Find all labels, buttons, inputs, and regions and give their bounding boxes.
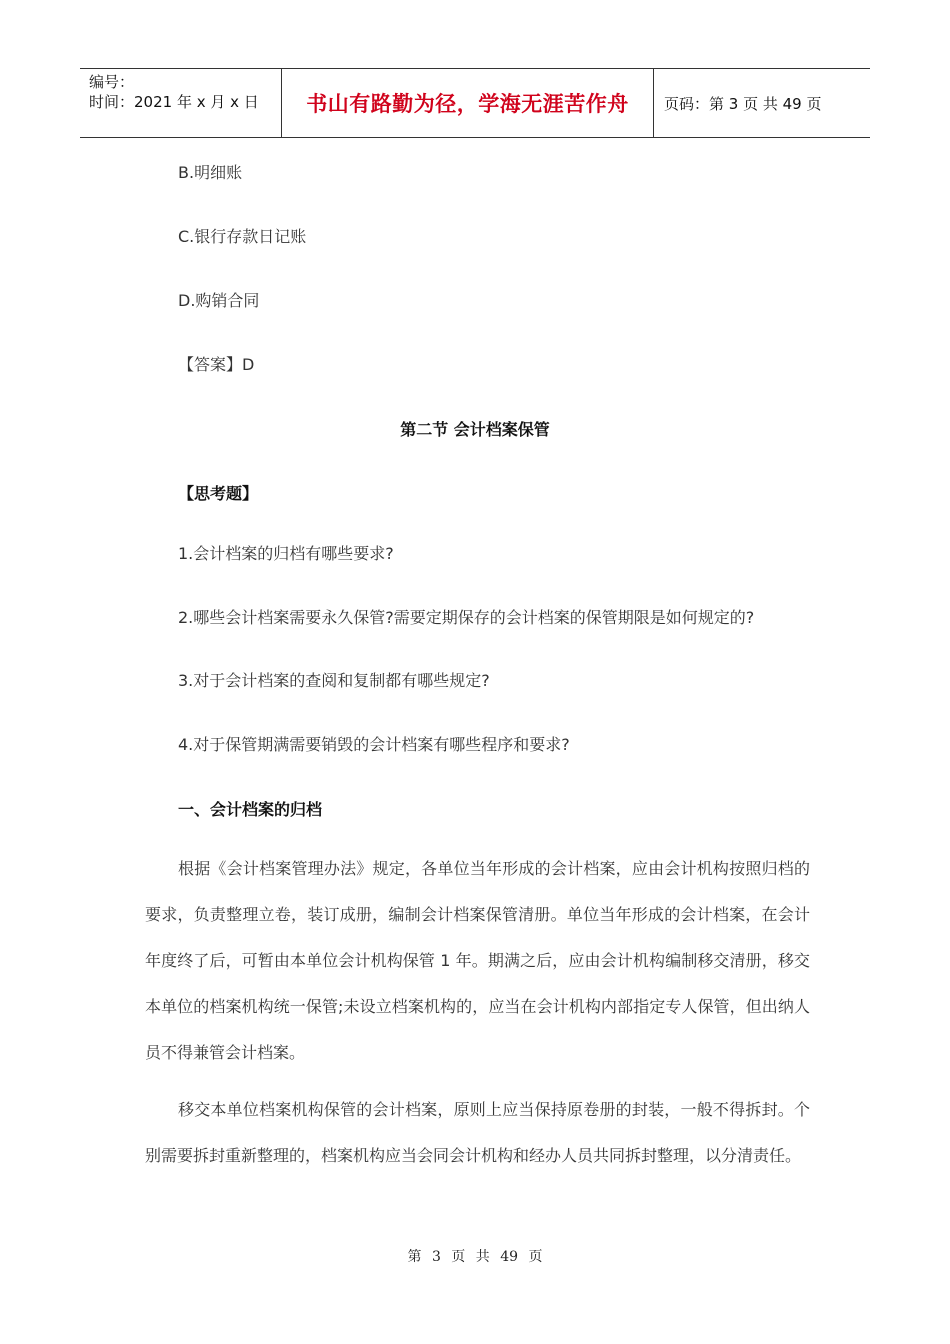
question-item: 4.对于保管期满需要销毁的会计档案有哪些程序和要求?	[178, 735, 570, 754]
questions-heading: 【思考题】	[178, 484, 259, 503]
body-paragraph: 根据《会计档案管理办法》规定，各单位当年形成的会计档案，应由会计机构按照归档的要求，负责整理立卷，装订成册，编制会计档案保管清册。单位当年形成的会计档案，在会计年度终了后，可暂由本单位会计机构保管 1 年。期满之后，应由会计机构编制移交清册，移交本单位的档案机构统一保管;未设立档案机构的，应当在会计机构内部指定专人保管，但出纳人员不得兼管会计档案。	[145, 859, 810, 1062]
header-divider	[653, 69, 654, 137]
page-header	[80, 68, 870, 138]
page-footer: 第 3 页 共 49 页	[407, 1249, 543, 1265]
question-item: 1.会计档案的归档有哪些要求?	[178, 544, 394, 563]
header-page-info: 页码：第 3 页 共 49 页	[664, 94, 822, 113]
subheading: 一、会计档案的归档	[178, 800, 323, 819]
answer-line: 【答案】D	[178, 355, 255, 374]
header-meta	[89, 72, 259, 112]
option-c: C.银行存款日记账	[178, 227, 307, 246]
body-paragraph: 移交本单位档案机构保管的会计档案，原则上应当保持原卷册的封装，一般不得拆封。个别需要拆封重新整理的，档案机构应当会同会计机构和经办人员共同拆封整理，以分清责任。	[145, 1100, 810, 1165]
question-item: 2.哪些会计档案需要永久保管?需要定期保存的会计档案的保管期限是如何规定的?	[178, 608, 755, 627]
section-title: 第二节 会计档案保管	[400, 420, 550, 439]
time-label: 时间：2021 年 x 月 x 日	[89, 93, 259, 111]
header-motto: 书山有路勤为径，学海无涯苦作舟	[306, 92, 629, 116]
option-d: D.购销合同	[178, 291, 260, 310]
question-item: 3.对于会计档案的查阅和复制都有哪些规定?	[178, 671, 490, 690]
number-label: 编号：	[89, 73, 135, 91]
option-b: B.明细账	[178, 163, 243, 182]
